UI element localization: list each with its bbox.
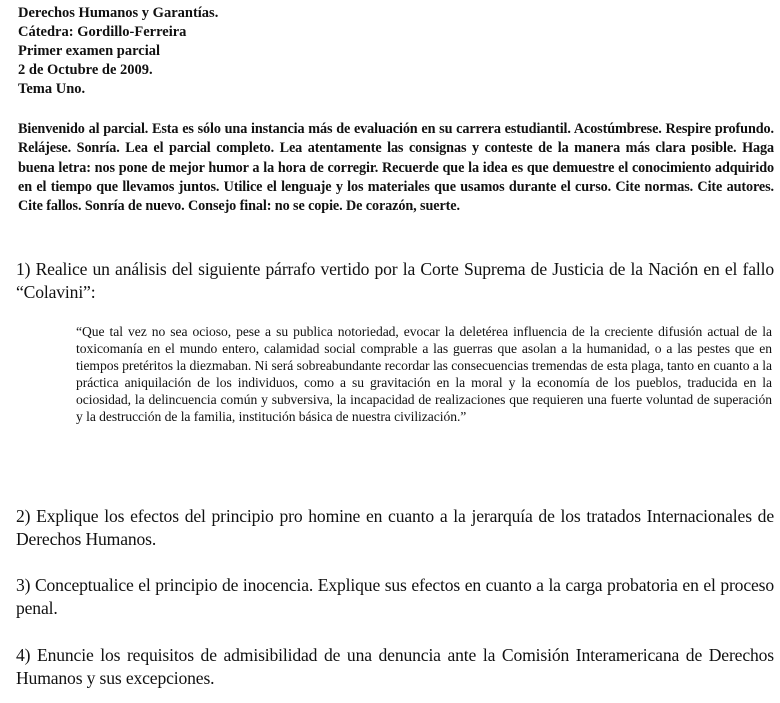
court-quote: “Que tal vez no sea ocioso, pese a su publica notoriedad, evocar la deletérea influencia de la creciente difusión actual de la toxicomanía en el mundo entero, calamidad social comprable a las guerras que asolan a la humanidad, o a las pestes que en tiempos pretéritos la diezmaban. Ni será sobreabundante recordar las consecuencias tremendas de esta plaga, tanto en cuanto a la práctica aniquilación de los individuos, como a su gravitación en la moral y la economía de los pueblos, traducida en la ociosidad, la delincuencia común y subversiva, la incapacidad de realizaciones que requieren una fuerte voluntad de superación y la destrucción de la familia, institución básica de nuestra civilización.” [76,324,772,425]
question-1: 1) Realice un análisis del siguiente párrafo vertido por la Corte Suprema de Justicia de la Nación en el fallo “Colavini”: [16,259,774,302]
question-3: 3) Conceptualice el principio de inocencia. Explique sus efectos en cuanto a la carga probatoria en el proceso penal. [16,575,774,618]
intro-paragraph: Bienvenido al parcial. Esta es sólo una instancia más de evaluación en su carrera estudiantil. Acostúmbrese. Respire profundo. Relájese. Sonría. Lea el parcial completo. Lea atentamente las consignas y conteste de la manera más clara posible. Haga buena letra: nos pone de mejor humor a la hora de corregir. Recuerde que la idea es que demuestre el conocimiento adquirido en el tiempo que llevamos juntos. Utilice el lenguaje y los materiales que usamos durante el curso. Cite normas. Cite autores. Cite fallos. Sonría de nuevo. Consejo final: no se copie. De corazón, suerte. [18,121,774,215]
chair-name: Cátedra: Gordillo-Ferreira [18,24,187,40]
exam-header [18,4,758,99]
exam-topic: Tema Uno. [18,81,86,97]
exam-type: Primer examen parcial [18,43,161,59]
exam-date: 2 de Octubre de 2009. [18,62,153,78]
course-title: Derechos Humanos y Garantías. [18,5,219,21]
question-4: 4) Enuncie los requisitos de admisibilidad de una denuncia ante la Comisión Interamericana de Derechos Humanos y sus excepciones. [16,645,774,688]
question-2: 2) Explique los efectos del principio pro homine en cuanto a la jerarquía de los tratados Internacionales de Derechos Humanos. [16,506,774,549]
